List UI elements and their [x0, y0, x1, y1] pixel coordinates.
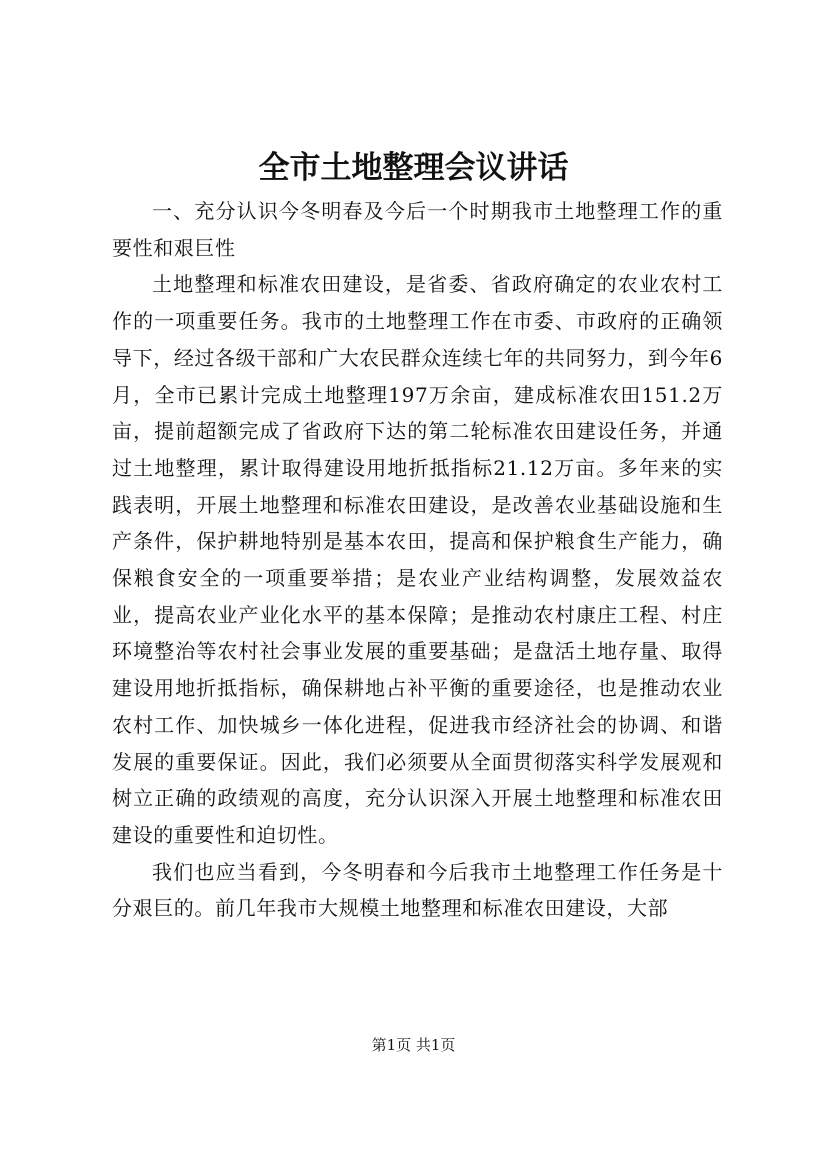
document-body	[112, 193, 723, 927]
page-footer: 第1页 共1页	[371, 1036, 456, 1054]
document-title: 全市土地整理会议讲话	[258, 150, 569, 186]
body-paragraph: 我们也应当看到，今冬明春和今后我市土地整理工作任务是十分艰巨的。前几年我市大规模土地整理和标准农田建设，大部	[112, 859, 723, 921]
body-paragraph: 土地整理和标准农田建设，是省委、省政府确定的农业农村工作的一项重要任务。我市的土地整理工作在市委、市政府的正确领导下，经过各级干部和广大农民群众连续七年的共同努力，到今年6月，全市已累计完成土地整理197万余亩，建成标准农田151.2万亩，提前超额完成了省政府下达的第二轮标准农田建设任务，并通过土地整理，累计取得建设用地折抵指标21.12万亩。多年来的实践表明，开展土地整理和标准农田建设，是改善农业基础设施和生产条件，保护耕地特别是基本农田，提高和保护粮食生产能力，确保粮食安全的一项重要举措；是农业产业结构调整，发展效益农业，提高农业产业化水平的基本保障；是推动农村康庄工程、村庄环境整治等农村社会事业发展的重要基础；是盘活土地存量、取得建设用地折抵指标，确保耕地占补平衡的重要途径，也是推动农业农村工作、加快城乡一体化进程，促进我市经济社会的协调、和谐发展的重要保证。因此，我们必须要从全面贯彻落实科学发展观和树立正确的政绩观的高度，充分认识深入开展土地整理和标准农田建设的重要性和迫切性。	[112, 272, 723, 847]
section-heading-paragraph: 一、充分认识今冬明春及今后一个时期我市土地整理工作的重要性和艰巨性	[112, 199, 723, 260]
